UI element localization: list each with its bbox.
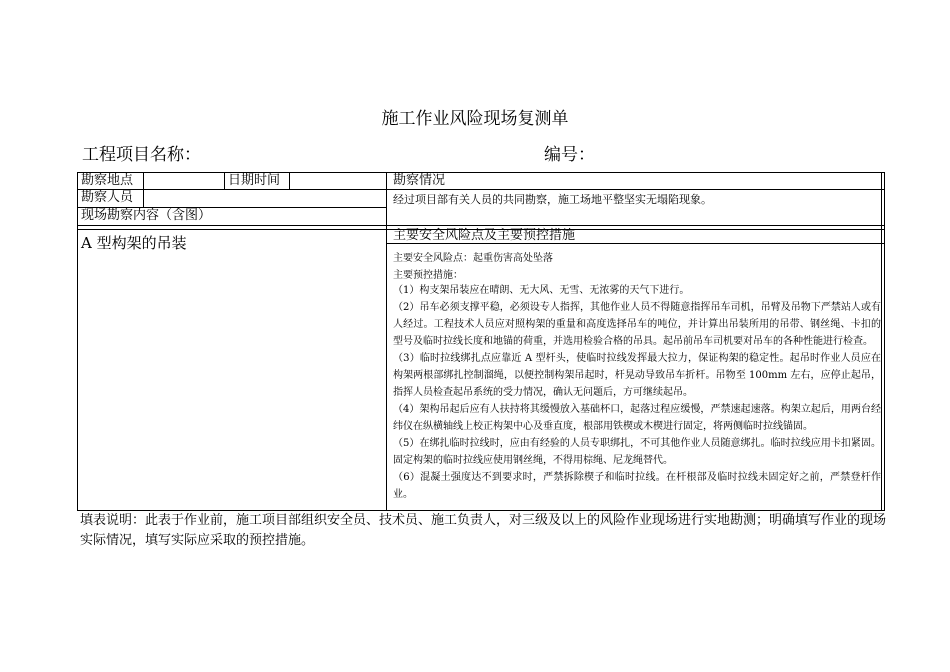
table-divider — [289, 172, 290, 189]
project-name-label: 工程项目名称： — [82, 145, 201, 165]
table-divider — [881, 172, 882, 511]
table-divider — [386, 172, 387, 511]
measure-item: （2）吊车必须支撑平稳，必须设专人指挥，其他作业人员不得随意指挥吊车司机，吊臂及吊物下严禁站人或有人经过。工程技术人员应对照构架的重量和高度选择吊车的吨位，并计算出吊装所用的吊带、钢丝绳、卡扣的型号及临时拉线长度和地锚的荷重，并选用检验合格的吊具。起吊前吊车司机要对吊车的各种性能进行检查。 — [393, 302, 881, 347]
table-divider — [143, 172, 144, 189]
date-time-label: 日期时间 — [228, 173, 281, 188]
onsite-content-value: A 型构架的吊装 — [81, 234, 187, 252]
table-divider — [77, 225, 885, 226]
form-title: 施工作业风险现场复测单 — [381, 109, 569, 129]
table-divider — [143, 189, 144, 207]
measure-item: （4）架构吊起后应有人扶持将其缓慢放入基础杯口，起落过程应缓慢，严禁速起速落。构架立起后，用两台经纬仪在纵横轴线上校正构架中心及垂直度，根部用铁楔或木楔进行固定，将两侧临时拉线锚固。 — [393, 404, 881, 432]
measure-item: （3）临时拉线绑扎点应靠近 A 型杆头，使临时拉线发挥最大拉力，保证构架的稳定性。起吊时作业人员应在构架两根部绑扎控制溜绳，以便控制构架吊起时，杆晃动导致吊车折杆。吊物至 100mm 左右，应停止起吊，指挥人员检查起吊系统的受力情况，确认无问题后，方可继续起吊。 — [393, 353, 881, 398]
table-divider — [77, 189, 885, 190]
measures-list — [393, 282, 881, 503]
risk-points-block — [393, 250, 553, 284]
survey-situation-label: 勘察情况 — [393, 173, 446, 188]
survey-situation-text: 经过项目部有关人员的共同勘察，施工场地平整坚实无塌陷现象。 — [393, 193, 712, 206]
onsite-content-label: 现场勘察内容（含图） — [81, 208, 212, 223]
risk-section-title: 主要安全风险点及主要预控措施 — [393, 228, 576, 243]
measure-item: （6）混凝土强度达不到要求时，严禁拆除楔子和临时拉线。在杆根部及临时拉线未固定好之前，严禁登杆作业。 — [393, 472, 881, 500]
measure-item: （5）在绑扎临时拉线时，应由有经验的人员专职绑扎，不可其他作业人员随意绑扎。临时拉线应用卡扣紧固。固定构架的临时拉线应使用钢丝绳，不得用棕绳、尼龙绳替代。 — [393, 438, 881, 466]
survey-location-label: 勘察地点 — [81, 173, 134, 188]
measure-item: （1）构支架吊装应在晴朗、无大风、无雪、无浓雾的天气下进行。 — [393, 285, 690, 296]
footnote: 填表说明：此表于作业前，施工项目部组织安全员、技术员、施工负责人，对三级及以上的风险作业现场进行实地勘测；明确填写作业的现场实际情况，填写实际应采取的预控措施。 — [80, 513, 887, 548]
number-label: 编号： — [544, 145, 595, 165]
risk-points: 主要安全风险点：起重伤害高处坠落 — [393, 253, 553, 264]
measures-label: 主要预控措施： — [393, 270, 463, 281]
survey-personnel-label: 勘察人员 — [81, 190, 134, 205]
table-divider — [224, 172, 225, 189]
